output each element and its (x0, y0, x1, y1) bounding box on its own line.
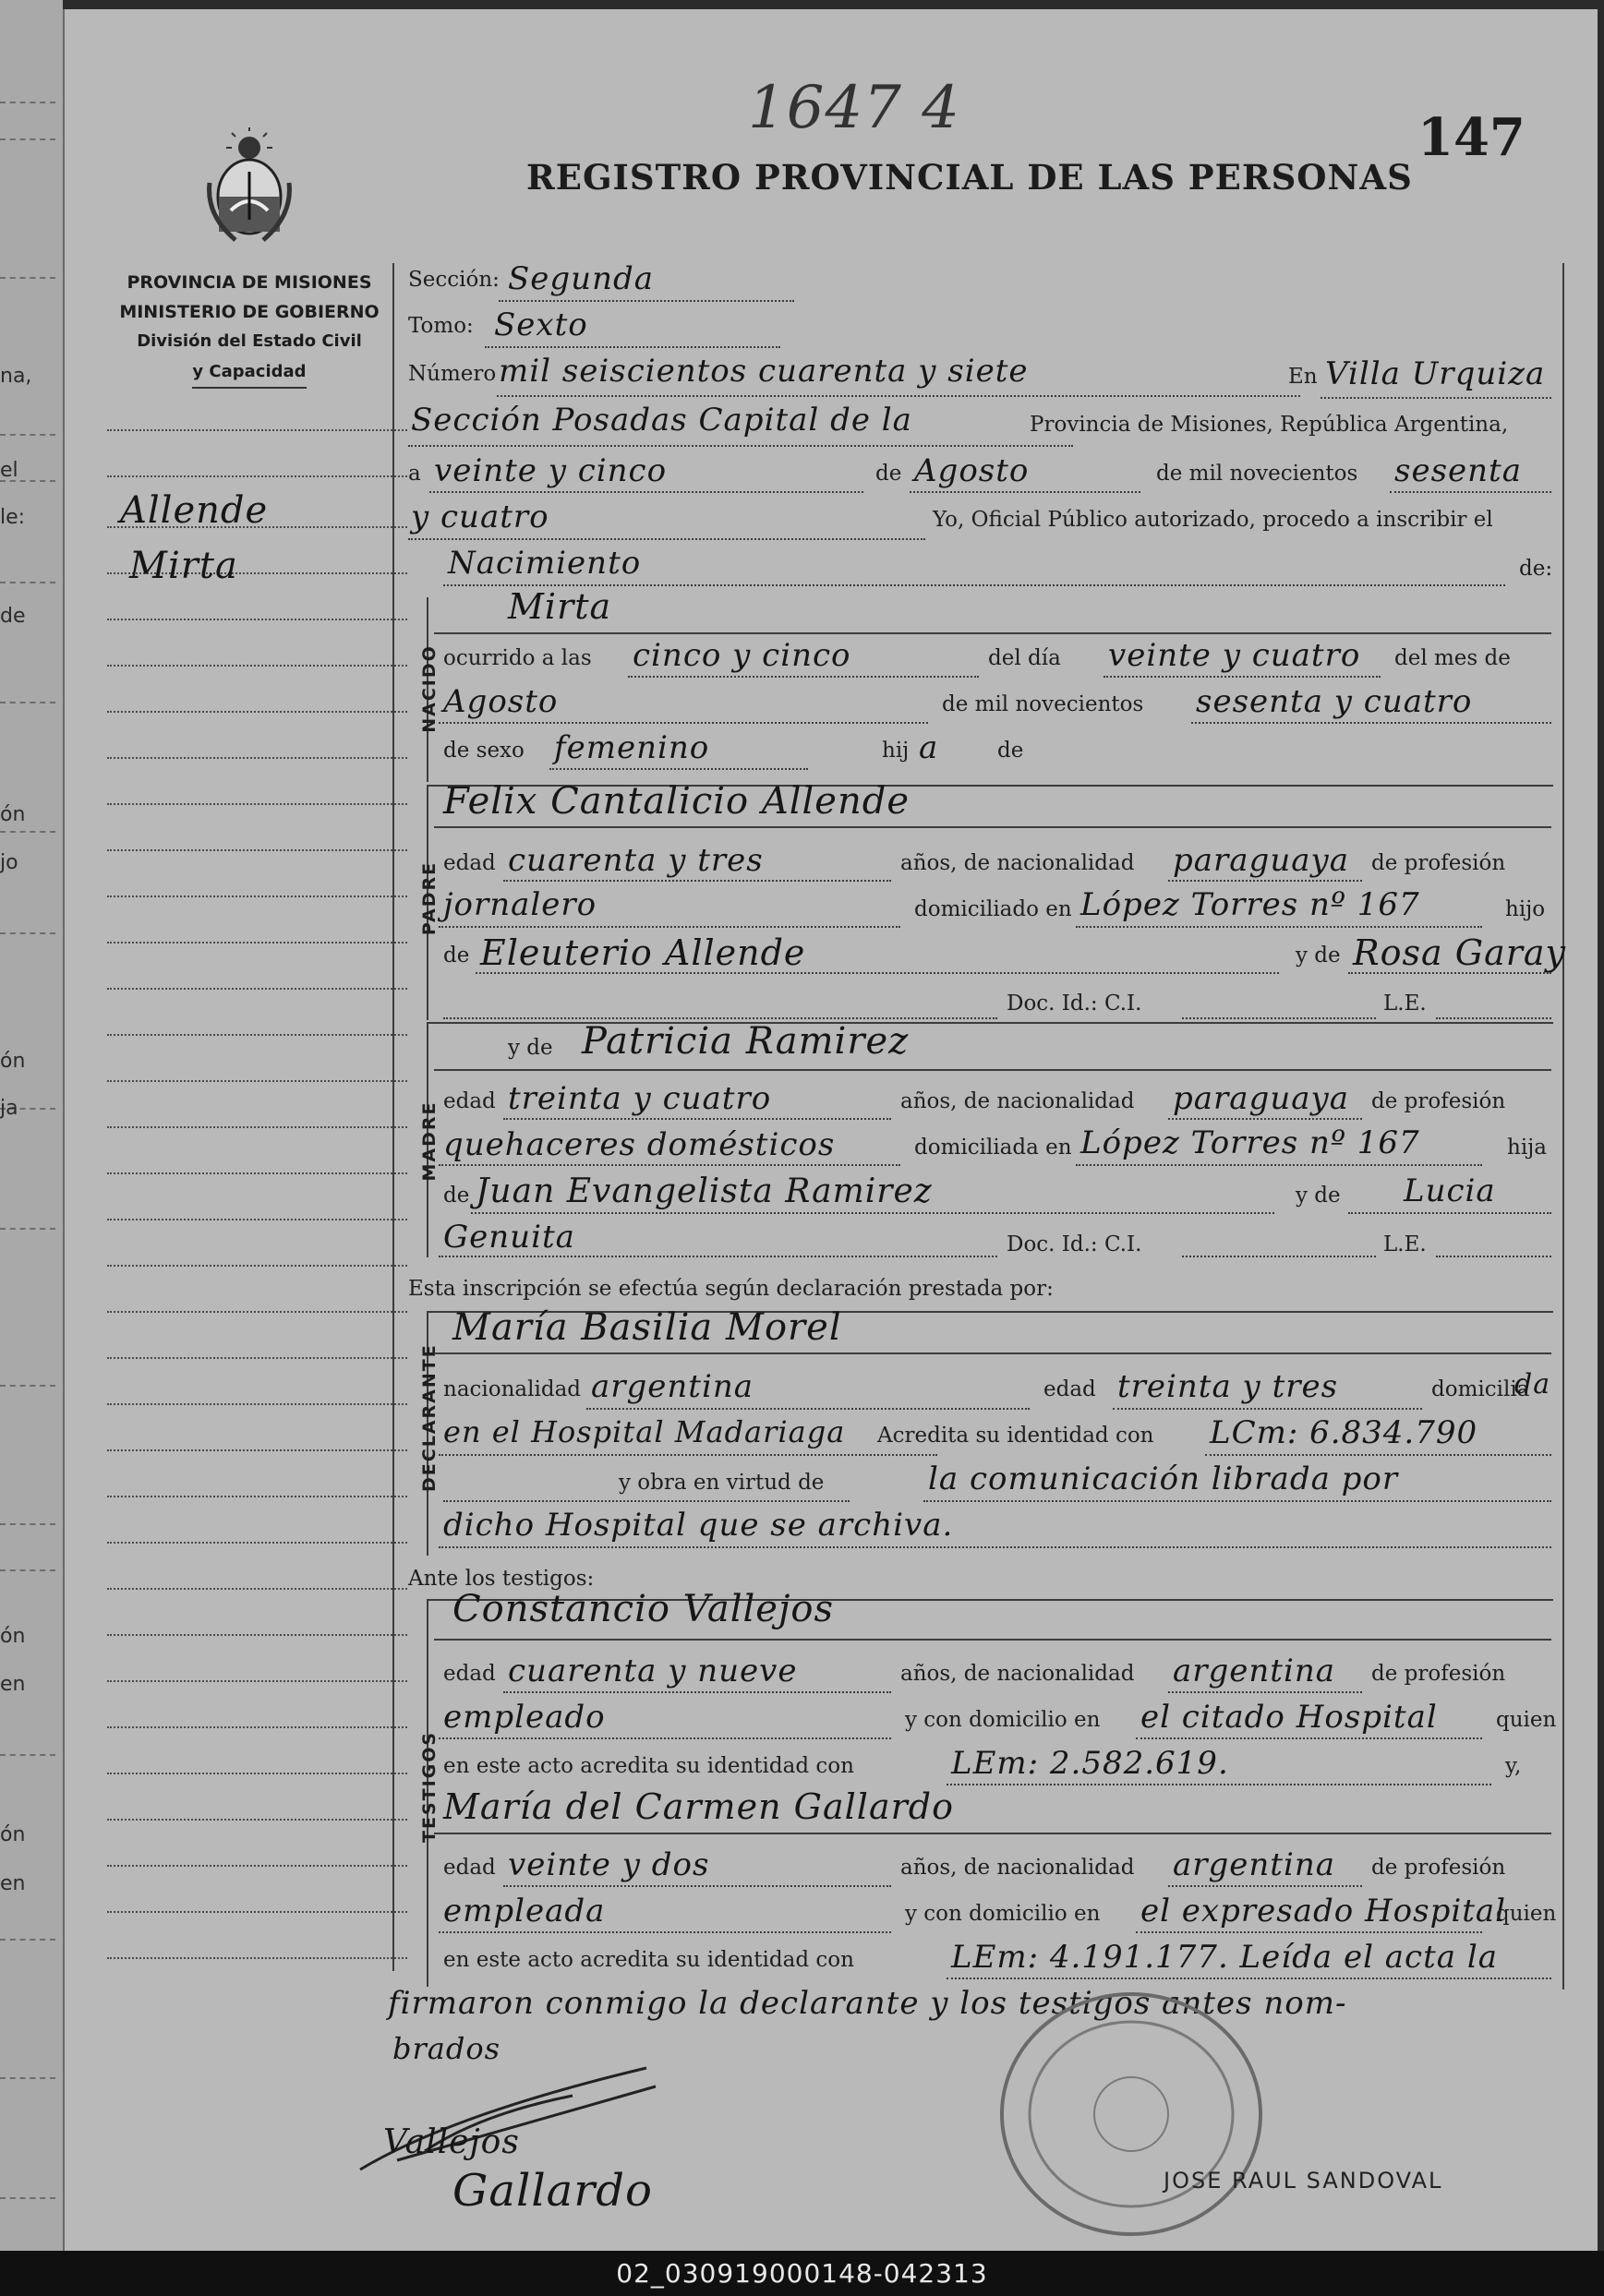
prev-fragment: ón (0, 803, 26, 826)
testigo1-acredita-label: en este acto acredita su identidad con (443, 1754, 854, 1778)
madre-prof-value: quehaceres domésticos (443, 1126, 836, 1163)
oficial-text: Yo, Oficial Público autorizado, procedo a inscribir el (933, 508, 1493, 532)
padre-prof-label: de profesión (1371, 851, 1506, 875)
madre-father-value: Juan Evangelista Ramirez (476, 1172, 933, 1210)
declarante-edad-label: edad (1043, 1377, 1096, 1401)
testigo1-edad-value: cuarenta y nueve (508, 1653, 798, 1689)
prev-fragment: el (0, 459, 18, 482)
nacido-name: Mirta (508, 586, 612, 627)
authority-block (111, 268, 388, 389)
madre-mother-value: Lucia (1404, 1172, 1496, 1209)
del-dia-label: del día (988, 646, 1061, 670)
margin-surname: Allende (120, 489, 269, 532)
padre-edad-value: cuarenta y tres (508, 842, 764, 879)
seccion2-value: Sección Posadas Capital de la (411, 402, 912, 439)
a-label: a (408, 462, 421, 486)
declarante-acredita-value: LCm: 6.834.790 (1210, 1414, 1478, 1451)
testigos-intro: Ante los testigos: (408, 1567, 595, 1591)
madre-de-label: de (443, 1184, 470, 1208)
tomo-value: Sexto (494, 307, 588, 343)
testigo2-prof-label: de profesión (1371, 1856, 1506, 1880)
madre-hija-label: hija (1507, 1136, 1548, 1160)
handwritten-record-number: 1647 4 (748, 74, 960, 142)
madre-mother-value-2: Genuita (443, 1219, 575, 1256)
authority-province: PROVINCIA DE MISIONES (127, 272, 372, 293)
prev-fragment: ón (0, 1050, 26, 1073)
padre-hijo-label: hijo (1505, 897, 1546, 921)
madre-name: Patricia Ramirez (582, 1020, 910, 1063)
testigo1-prof-label: de profesión (1371, 1662, 1506, 1686)
padre-y-de-label: y de (1296, 944, 1341, 968)
testigo2-nac-value: argentina (1173, 1846, 1336, 1883)
sexo-value: femenino (554, 729, 710, 766)
prev-fragment: na, (0, 365, 32, 388)
prev-fragment: ja (0, 1097, 18, 1120)
padre-mother-value: Rosa Garay (1353, 932, 1567, 973)
seccion-value: Segunda (508, 260, 655, 297)
declarante-nac-value: argentina (591, 1368, 754, 1405)
signature-1: Vallejos (383, 2123, 520, 2161)
act-de-label: de: (1519, 557, 1553, 581)
numero-value: mil seiscientos cuarenta y siete (499, 353, 1029, 390)
padre-nac-label: años, de nacionalidad (900, 851, 1135, 875)
authority-division: División del Estado Civil (137, 331, 362, 351)
madre-dom-value: López Torres nº 167 (1080, 1124, 1420, 1161)
declarante-name: María Basilia Morel (452, 1306, 842, 1349)
prev-fragment: en (0, 1673, 26, 1696)
padre-edad-label: edad (443, 851, 496, 875)
prev-fragment: ón (0, 1823, 26, 1846)
authority-ministry: MINISTERIO DE GOBIERNO (119, 302, 380, 322)
hijo-label: hij (882, 739, 910, 763)
testigo2-edad-label: edad (443, 1856, 496, 1880)
year-value: sesenta (1394, 452, 1522, 489)
declarante-acredita-label: Acredita su identidad con (877, 1424, 1154, 1448)
declarante-edad-value: treinta y tres (1117, 1368, 1339, 1405)
sexo-label: de sexo (443, 739, 525, 763)
declarante-dom-value: da (1514, 1368, 1551, 1400)
en-label: En (1288, 365, 1318, 389)
side-label-madre: MADRE (419, 1100, 440, 1182)
testigo2-doc-value: LEm: 4.191.177. Leída el acta la (951, 1939, 1498, 1976)
de-label: de (875, 462, 902, 486)
signature-2: Gallardo (452, 2165, 653, 2217)
month-value: Agosto (914, 452, 1030, 489)
official-name: JOSE RAUL SANDOVAL (1164, 2168, 1443, 2194)
testigo2-acredita-label: en este acto acredita su identidad con (443, 1948, 854, 1972)
testigo1-quien-label: quien (1496, 1708, 1557, 1732)
testigo2-quien-label: quien (1496, 1902, 1557, 1926)
provincia-text: Provincia de Misiones, República Argentina, (1030, 413, 1509, 437)
madre-dom-label: domiciliada en (914, 1136, 1072, 1160)
declarante-en-value: en el Hospital Madariaga (443, 1414, 846, 1449)
prev-fragment: de (0, 605, 26, 628)
coat-of-arms-icon (199, 127, 300, 247)
ocurrido-label: ocurrido a las (443, 646, 592, 670)
side-label-declarante: DECLARANTE (419, 1343, 440, 1492)
declarante-obra-value: la comunicación librada por (928, 1461, 1399, 1497)
anio-value: sesenta y cuatro (1196, 683, 1473, 720)
page-title: REGISTRO PROVINCIAL DE LAS PERSONAS (526, 157, 1413, 198)
testigo2-prof-value: empleada (443, 1893, 606, 1929)
declaracion-intro: Esta inscripción se efectúa según declaración prestada por: (408, 1277, 1054, 1301)
padre-name: Felix Cantalicio Allende (443, 780, 910, 823)
padre-dom-label: domiciliado en (914, 897, 1072, 921)
testigo2-edad-value: veinte y dos (508, 1846, 710, 1883)
previous-page-edge (0, 0, 63, 2251)
prev-fragment: jo (0, 851, 18, 874)
padre-le-label: L.E. (1383, 992, 1427, 1016)
madre-edad-value: treinta y cuatro (508, 1080, 772, 1117)
testigo2-name: María del Carmen Gallardo (443, 1786, 954, 1827)
testigo1-y-label: y, (1505, 1754, 1522, 1778)
prev-fragment: le: (0, 506, 26, 529)
closing-line-2: brados (392, 2031, 501, 2066)
madre-doc-label: Doc. Id.: C.I. (1007, 1232, 1142, 1256)
padre-prof-value: jornalero (443, 886, 597, 923)
year-label: de mil novecientos (1156, 462, 1358, 486)
image-filename-footer (0, 2251, 1604, 2296)
hora-value: cinco y cinco (633, 637, 851, 674)
padre-de-label: de (443, 944, 470, 968)
tomo-label: Tomo: (408, 314, 474, 338)
seccion-label: Sección: (408, 268, 500, 292)
prev-fragment: ón (0, 1625, 26, 1648)
declarante-obra-value-2: dicho Hospital que se archiva. (443, 1507, 954, 1544)
madre-nac-value: paraguaya (1173, 1080, 1349, 1117)
testigo1-edad-label: edad (443, 1662, 496, 1686)
authority-capacity: y Capacidad (192, 357, 306, 389)
image-filename: 02_030919000148-042313 (616, 2258, 988, 2289)
register-page (63, 9, 1598, 2251)
testigo1-name: Constancio Vallejos (452, 1588, 834, 1630)
anio-label: de mil novecientos (942, 692, 1144, 716)
year-value-2: y cuatro (411, 499, 549, 535)
closing-line-1: firmaron conmigo la declarante y los testigos antes nom- (388, 1985, 1347, 2022)
mes-value: Agosto (443, 683, 559, 720)
numero-label: Número (408, 362, 497, 386)
padre-doc-label: Doc. Id.: C.I. (1007, 992, 1142, 1016)
prev-fragment: en (0, 1872, 26, 1895)
padre-dom-value: López Torres nº 167 (1080, 886, 1420, 923)
dia-value: veinte y cuatro (1108, 637, 1361, 674)
day-value: veinte y cinco (434, 452, 668, 489)
madre-y-de2-label: y de (1296, 1184, 1341, 1208)
padre-father-value: Eleuterio Allende (480, 932, 806, 973)
testigo1-dom-label: y con domicilio en (905, 1708, 1101, 1732)
nacido-de-label: de (997, 739, 1024, 763)
testigo1-prof-value: empleado (443, 1699, 606, 1736)
declarante-nac-label: nacionalidad (443, 1377, 582, 1401)
declarante-obra-label: y obra en virtud de (619, 1471, 825, 1495)
del-mes-label: del mes de (1394, 646, 1511, 670)
margin-given-name: Mirta (129, 545, 238, 587)
page-number: 147 (1417, 107, 1526, 168)
side-label-padre: PADRE (419, 860, 440, 936)
side-label-testigos: TESTIGOS (419, 1730, 440, 1843)
madre-nac-label: años, de nacionalidad (900, 1089, 1135, 1113)
testigo2-dom-label: y con domicilio en (905, 1902, 1101, 1926)
padre-nac-value: paraguaya (1173, 842, 1349, 879)
declarante-dom-label: domicilia (1431, 1377, 1530, 1401)
en-value: Villa Urquiza (1325, 355, 1546, 392)
madre-le-label: L.E. (1383, 1232, 1427, 1256)
act-value: Nacimiento (448, 545, 642, 582)
official-stamp-icon (993, 1985, 1270, 2243)
madre-edad-label: edad (443, 1089, 496, 1113)
testigo2-nac-label: años, de nacionalidad (900, 1856, 1135, 1880)
testigo1-dom-value: el citado Hospital (1140, 1699, 1438, 1736)
madre-y-de-label: y de (508, 1036, 553, 1060)
testigo1-nac-label: años, de nacionalidad (900, 1662, 1135, 1686)
testigo2-dom-value: el expresado Hospital (1140, 1893, 1507, 1929)
side-label-nacido: NACIDO (419, 644, 440, 733)
testigo1-doc-value: LEm: 2.582.619. (951, 1745, 1229, 1782)
madre-prof-label: de profesión (1371, 1089, 1506, 1113)
hijo-value: a (919, 729, 939, 766)
testigo1-nac-value: argentina (1173, 1653, 1336, 1689)
